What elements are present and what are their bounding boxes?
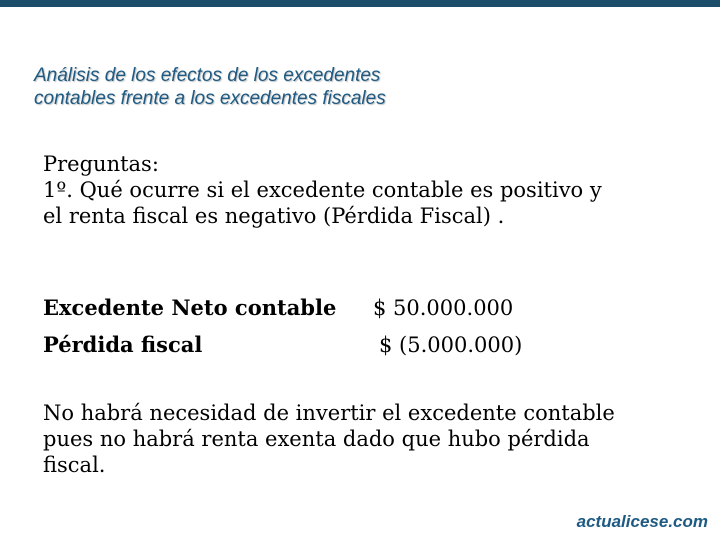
figure-value-perdida: $ (5.000.000) [379,332,523,357]
questions-heading: Preguntas: [43,152,159,176]
top-accent-bar [0,0,720,7]
conclusion-line-3: fiscal. [43,453,106,477]
slide-title-line-2: contables frente a los excedentes fiscales [34,88,386,109]
figure-row-perdida [43,326,703,363]
conclusion-line-1: No habrá necesidad de invertir el excedente contable [43,401,615,425]
brand-logo-text: actualicese.com [576,512,708,531]
figure-label-excedente: Excedente Neto contable [43,294,337,320]
figures-block [43,289,703,363]
slide-title-line-1: Análisis de los efectos de los excedentes [34,65,381,86]
questions-block [43,151,703,229]
figure-label-perdida: Pérdida fiscal [43,331,203,357]
question-line-1: 1º. Qué ocurre si el excedente contable es positivo y [43,178,602,202]
figure-value-excedente: $ 50.000.000 [373,295,514,320]
question-line-2: el renta fiscal es negativo (Pérdida Fiscal) . [43,204,505,228]
conclusion-line-2: pues no habrá renta exenta dado que hubo pérdida [43,427,590,451]
slide-title [34,64,634,110]
conclusion-block [43,400,703,478]
figure-row-excedente [43,289,703,326]
